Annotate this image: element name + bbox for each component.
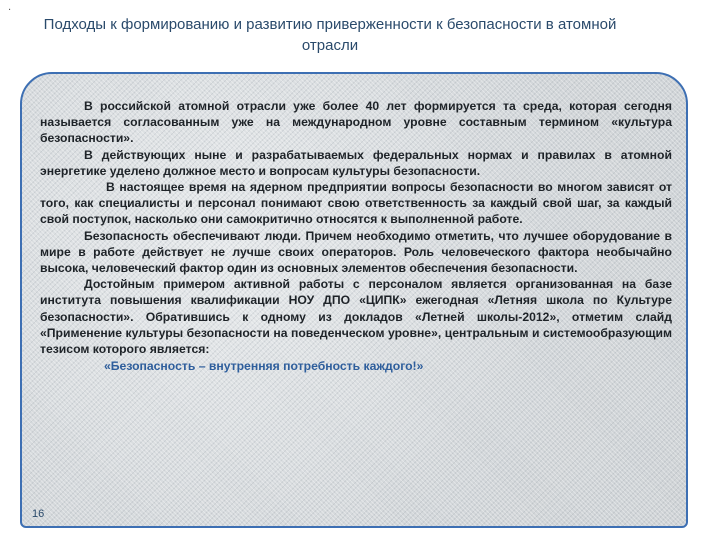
paragraph-2: В действующих ныне и разрабатываемых федеральных нормах и правилах в атомной энергетике уделено должное место и вопросам культуры безопасности. — [40, 147, 672, 178]
emphasis-quote: «Безопасность – внутренняя потребность каждого!» — [104, 359, 424, 374]
corner-mark: · — [8, 5, 12, 16]
paragraph-3: В настоящее время на ядерном предприятии вопросы безопасности во многом зависят от того, как специалисты и персонал понимают свою ответственность за каждый свой шаг, за каждый свой поступок, насколько они самокритично относятся к выполненной работе. — [40, 180, 672, 227]
paragraph-5: Достойным примером активной работы с персоналом является организованная на базе института повышения квалификации НОУ ДПО «ЦИПК» ежегодная «Летняя школа по Культуре безопасности». Обратившись к одному из докладов «Летней школы-2012», отметим слайд «Применение культуры безопасности на поведенческом уровне», центральным и системообразующим тезисом которого является: — [40, 277, 672, 357]
page-number: 16 — [32, 508, 45, 520]
paragraph-1: В российской атомной отрасли уже более 40 лет формируется та среда, которая сегодня называется согласованным уже на международном уровне составным термином «культура безопасности». — [40, 99, 672, 146]
paragraph-4: Безопасность обеспечивают люди. Причем необходимо отметить, что лучшее оборудование в мире в работе действует не лучше своих операторов. Роль человеческого фактора необычайно высока, человеческий фактор один из основных элементов обеспечения безопасности. — [40, 228, 672, 276]
body-text — [40, 98, 672, 374]
slide-title: Подходы к формированию и развитию приверженности к безопасности в атомной отрасли — [43, 16, 617, 54]
